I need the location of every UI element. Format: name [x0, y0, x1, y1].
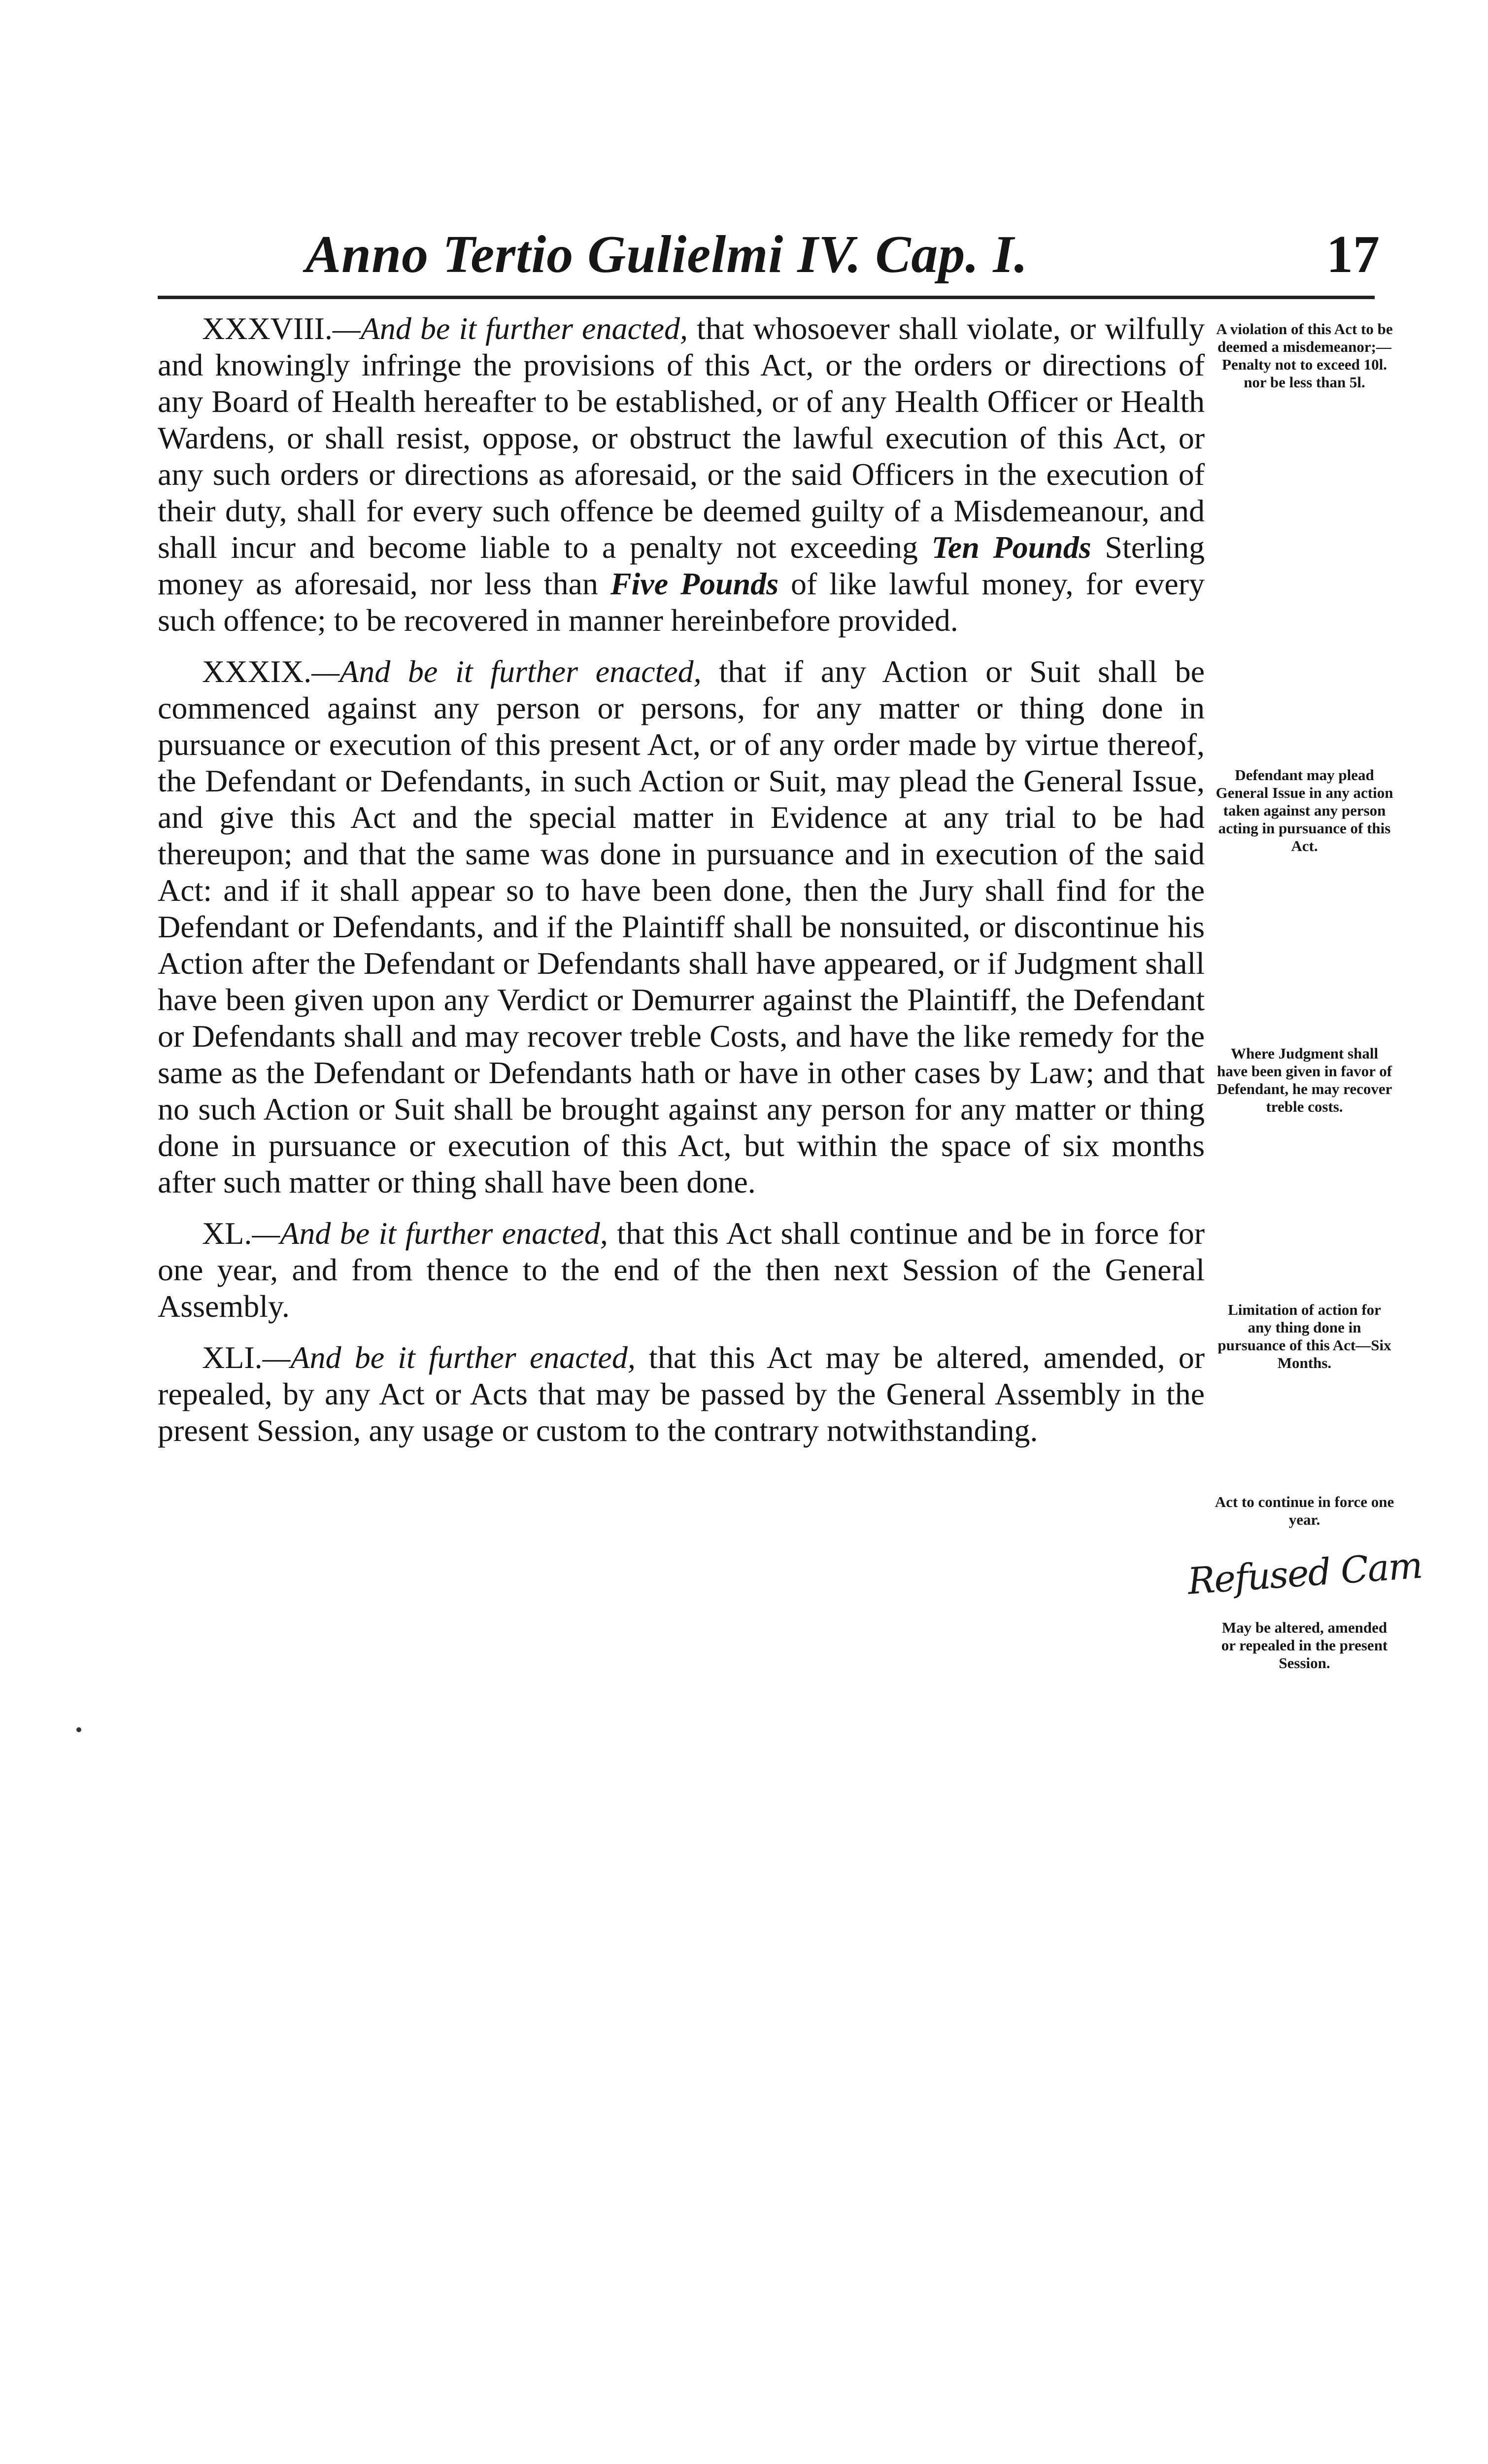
ink-speck — [76, 1727, 81, 1732]
section-xli — [158, 1339, 1205, 1449]
section-text: that this Act shall continue and be in force for one year, and from thence to the end of the then next Session of the General Assembly. — [158, 1216, 1205, 1324]
marginal-note: May be altered, amended or repealed in the present Session. — [1221, 1619, 1388, 1672]
marginal-note: A violation of this Act to be deemed a misdemeanor;—Penalty not to exceed 10l. nor be less than 5l. — [1216, 320, 1393, 391]
section-xl — [158, 1215, 1205, 1325]
page-header — [158, 224, 1389, 298]
penalty-max: Ten Pounds — [931, 530, 1091, 565]
marginal-note: Limitation of action for any thing done in pursuance of this Act—Six Months. — [1217, 1301, 1391, 1371]
marginal-note: Act to continue in force one year. — [1215, 1493, 1394, 1528]
section-intro: —And be it further enacted, — [311, 654, 702, 689]
header-rule — [158, 296, 1375, 299]
section-xxxix — [158, 653, 1205, 1200]
section-text: that this Act may be altered, amended, or repealed, by any Act or Acts that may be passed by the General Assembly in the present Session, any usage or custom to the contrary notwithstanding. — [158, 1340, 1205, 1448]
marginal-note: Defendant may plead General Issue in any action taken against any person acting in pursuance of this Act. — [1216, 766, 1393, 855]
section-text: that whosoever shall violate, or wilfully and knowingly infringe the provisions of this Act, or the orders or directions of any Board of Health hereafter to be established, or of any Health Officer or Health Wardens, or shall resist, oppose, or obstruct the lawful execution of this Act, or any such orders or directions as aforesaid, or the said Officers in the execution of their duty, shall for every such offence be deemed guilty of a Misdemeanour, and shall incur and become liable to a penalty not exceeding — [158, 311, 1205, 565]
section-intro: —And be it further enacted, — [252, 1216, 608, 1251]
section-number: XL. — [202, 1216, 252, 1251]
section-text: that if any Action or Suit shall be commenced against any person or persons, for any matter or thing done in pursuance or execution of this present Act, or of any order made by virtue thereof, the Defendant or Defendants, in such Action or Suit, may plead the General Issue, and give this Act and the special matter in Evidence at any trial to be had thereupon; and that the same was done in pursuance and in execution of the said Act: and if it shall appear so to have been done, then the Jury shall find for the Defendant or Defendants, and if the Plaintiff shall be nonsuited, or discontinue his Action after the Defendant or Defendants shall have appeared, or if Judgment shall have been given upon any Verdict or Demurrer against the Plaintiff, the Defendant or Defendants shall and may recover treble Costs, and have the like remedy for the same as the Defendant or Defendants hath or have in other cases by Law; and that no such Action or Suit shall be brought against any person for any matter or thing done in pursuance or execution of this Act, but within the space of six months after such matter or thing shall have been done. — [158, 654, 1205, 1199]
page-number: 17 — [1326, 225, 1380, 284]
section-text: Sterling money as aforesaid, nor less than — [158, 530, 1205, 601]
marginal-note: Where Judgment shall have been given in favor of Defendant, he may recover treble costs. — [1217, 1045, 1392, 1115]
section-xxxviii — [158, 310, 1205, 639]
section-number: XXXIX. — [202, 654, 312, 689]
section-intro: —And be it further enacted, — [262, 1340, 636, 1375]
section-number: XLI. — [202, 1340, 263, 1375]
act-body — [158, 310, 1205, 1464]
penalty-min: Five Pounds — [610, 566, 779, 601]
section-intro: —And be it further enacted, — [332, 311, 688, 346]
running-title: Anno Tertio Gulielmi IV. Cap. I. — [305, 225, 1028, 284]
handwritten-signature: Refused Cam — [1186, 1544, 1423, 1603]
section-number: XXXVIII. — [202, 311, 333, 346]
section-text: of like lawful money, for every such offence; to be recovered in manner hereinbefore provided. — [158, 566, 1205, 638]
